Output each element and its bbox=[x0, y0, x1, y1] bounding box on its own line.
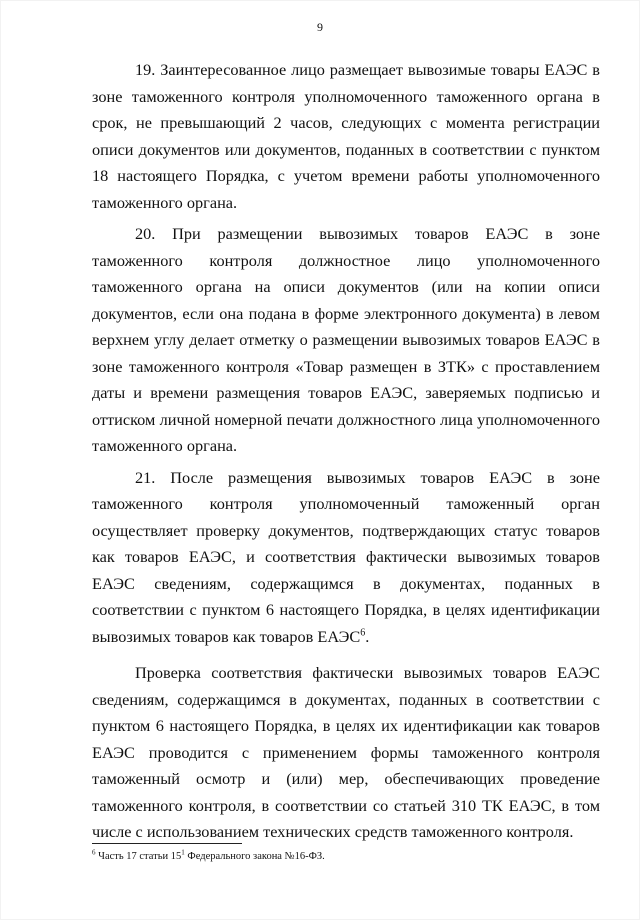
footnote-divider bbox=[92, 843, 242, 844]
paragraph-21-suffix: . bbox=[365, 626, 370, 646]
paragraph-19: 19. Заинтересованное лицо размещает вывозимые товары ЕАЭС в зоне таможенного контроля уполномоченного таможенного органа в срок, не превышающий 2 часов, следующих с момента регистрации описи документов или документов, поданных в соответствии с пунктом 18 настоящего Порядка, с учетом времени работы уполномоченного таможенного органа. bbox=[92, 60, 600, 212]
footnote bbox=[92, 850, 600, 864]
paragraph-20: 20. При размещении вывозимых товаров ЕАЭС в зоне таможенного контроля должностное лицо уполномоченного таможенного органа на описи документов (или на копии описи документов, если она подана в форме электронного документа) в левом верхнем углу делает отметку о размещении вывозимых товаров ЕАЭС в зоне таможенного контроля «Товар размещен в ЗТК» с проставлением даты и времени размещения товаров ЕАЭС, заверяемых подписью и оттиском личной номерной печати должностного лица уполномоченного таможенного органа. bbox=[92, 224, 600, 455]
page-number: 9 bbox=[317, 20, 323, 34]
paragraph-21-text: 21. После размещения вывозимых товаров ЕАЭС в зоне таможенного контроля уполномоченный таможенный орган осуществляет проверку документов, подтверждающих статус товаров как товаров ЕАЭС, и соответствия фактически вывозимых товаров ЕАЭС сведениям, содержащимся в документах, поданных в соответствии с пунктом 6 настоящего Порядка, в целях идентификации вывозимых товаров как товаров ЕАЭС bbox=[92, 467, 600, 646]
document-body bbox=[92, 57, 600, 846]
footnote-marker: 6 bbox=[92, 848, 96, 857]
paragraph-verification: Проверка соответствия фактически вывозимых товаров ЕАЭС сведениям, содержащимся в документах, поданных в соответствии с пунктом 6 настоящего Порядка, в целях их идентификации как товаров ЕАЭС проводится с применением формы таможенного контроля таможенный осмотр и (или) мер, обеспечивающих проведение таможенного контроля, в соответствии со статьей 310 ТК ЕАЭС, в том числе с использованием технических средств таможенного контроля. bbox=[92, 663, 600, 841]
footnote-reference[interactable]: 6 bbox=[360, 627, 366, 639]
paragraph-21 bbox=[92, 465, 600, 651]
footnote-text-after: Федерального закона №16-ФЗ. bbox=[184, 851, 325, 862]
footnote-text-before: Часть 17 статьи 15 bbox=[98, 851, 182, 862]
footnote-article-sup: 1 bbox=[181, 848, 185, 857]
